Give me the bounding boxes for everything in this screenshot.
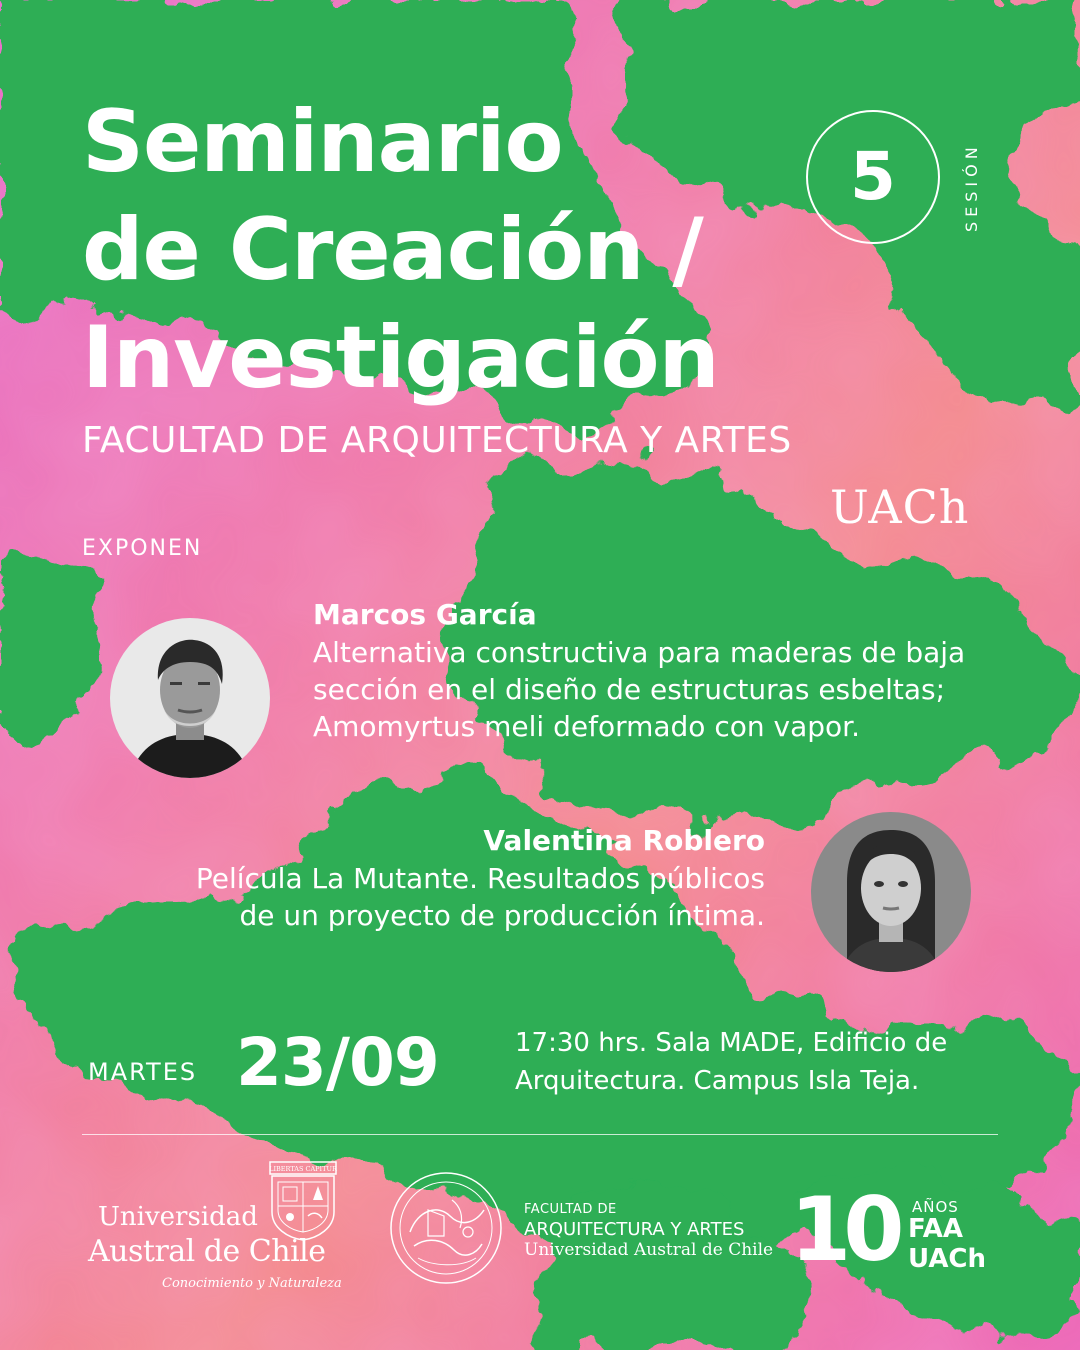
- event-title: [82, 88, 719, 412]
- university-name-line-2: Austral de Chile: [88, 1234, 326, 1269]
- anniversary-number: 10: [790, 1178, 897, 1281]
- event-time-place: 17:30 hrs. Sala MADE, Edificio de: [515, 1028, 948, 1058]
- event-date: 23/09: [236, 1024, 439, 1101]
- title-line-2: de Creación /: [82, 200, 703, 300]
- speaker-2-info: [100, 822, 765, 934]
- speakers-heading: EXPONEN: [82, 536, 203, 561]
- footer-divider: [82, 1134, 998, 1135]
- event-day: MARTES: [88, 1058, 198, 1086]
- faculty-name: FACULTAD DE ARQUITECTURA Y ARTES: [82, 420, 792, 461]
- title-line-3: Investigación: [82, 308, 719, 408]
- session-label: SESIÓN: [962, 142, 981, 232]
- speaker-2-name: Valentina Roblero: [483, 824, 765, 857]
- faa-text-line-2: ARQUITECTURA Y ARTES: [524, 1219, 745, 1240]
- shield-motto: LIBERTAS CAPITUR: [269, 1165, 337, 1173]
- speaker-1-topic-line: sección en el diseño de estructuras esbeltas;: [313, 673, 946, 706]
- event-details: [515, 1024, 1015, 1100]
- anniversary-years: AÑOS: [912, 1198, 959, 1216]
- faa-logo-text: [524, 1202, 773, 1260]
- faa-text-line-3: Universidad Austral de Chile: [524, 1240, 774, 1260]
- anniversary-logo: [790, 1178, 1000, 1284]
- anniversary-uach: UACh: [908, 1244, 987, 1274]
- speaker-photo-valentina: [811, 812, 971, 972]
- session-number: 5: [850, 138, 896, 215]
- speaker-1-info: [313, 596, 1003, 745]
- university-name-line-1: Universidad: [98, 1202, 258, 1232]
- university-tagline: Conocimiento y Naturaleza: [162, 1276, 342, 1291]
- speaker-1-topic-line: Amomyrtus meli deformado con vapor.: [313, 710, 860, 743]
- speaker-1-name: Marcos García: [313, 598, 537, 631]
- faculty-short-name: UACh: [830, 480, 970, 534]
- faa-circular-emblem-icon: [388, 1170, 504, 1286]
- speaker-1-topic-line: Alternativa constructiva para maderas de baja: [313, 636, 966, 669]
- portrait-woman-icon: [811, 812, 971, 972]
- university-logo: [84, 1160, 346, 1310]
- anniversary-faa: FAA: [908, 1214, 964, 1244]
- portrait-man-icon: [110, 618, 270, 778]
- title-line-1: Seminario: [82, 92, 563, 192]
- speaker-photo-marcos: [110, 618, 270, 778]
- faa-text-line-1: FACULTAD DE: [524, 1202, 617, 1217]
- session-number-badge: [806, 110, 940, 244]
- speaker-2-topic: [100, 860, 765, 934]
- university-shield-icon: [268, 1160, 338, 1242]
- event-campus: Arquitectura. Campus Isla Teja.: [515, 1066, 920, 1096]
- speaker-2-topic-line: de un proyecto de producción íntima.: [239, 899, 765, 932]
- speaker-1-topic: [313, 634, 1003, 745]
- speaker-2-topic-line: Película La Mutante. Resultados públicos: [195, 862, 765, 895]
